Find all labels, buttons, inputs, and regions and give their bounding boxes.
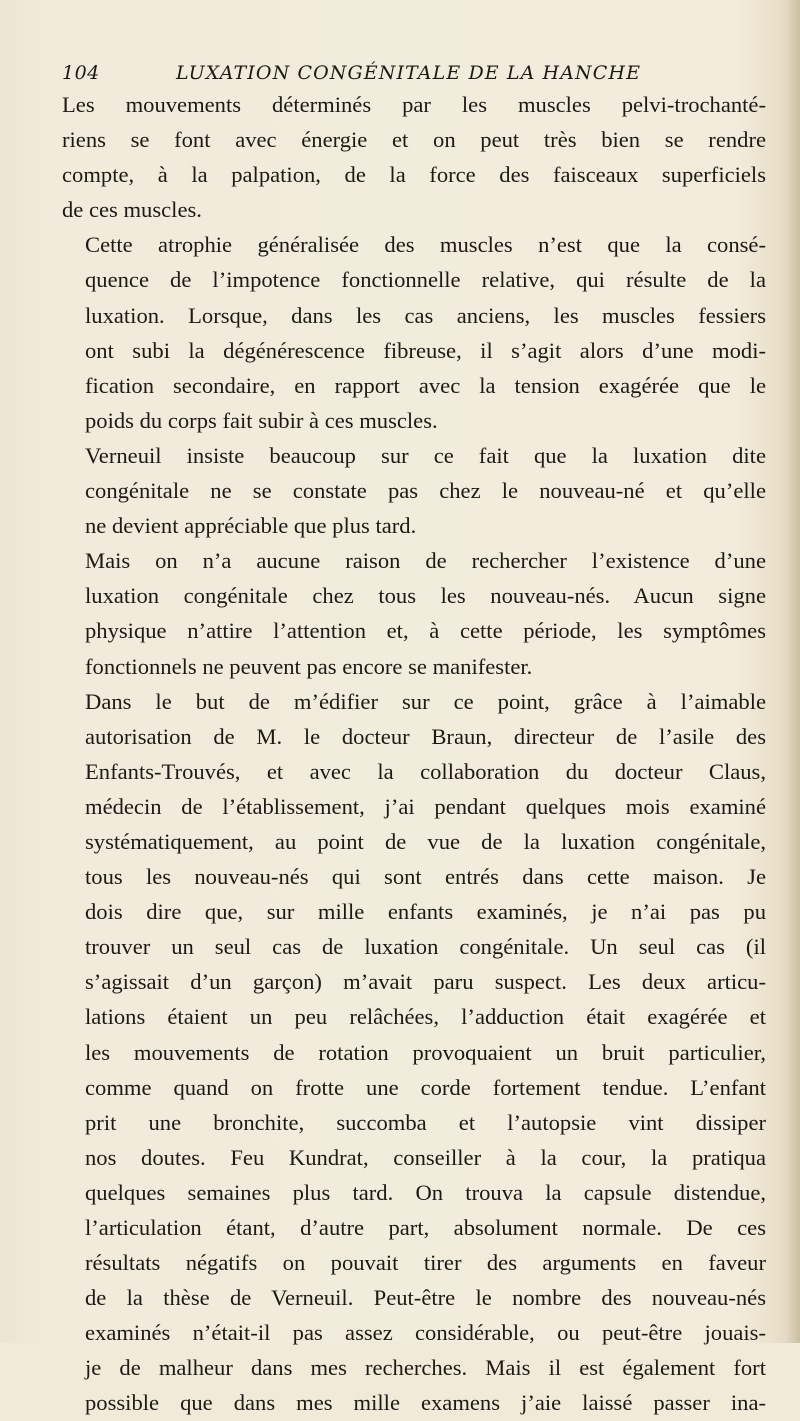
paragraph [62, 87, 766, 227]
text-line: Verneuil insiste beaucoup sur ce fait que la luxation dite [85, 442, 766, 468]
body-text [62, 87, 766, 1421]
text-line: de la thèse de Verneuil. Peut-être le nombre des nouveau-nés [85, 1285, 766, 1311]
paragraph [62, 543, 766, 683]
text-line: s’agissait d’un garçon) m’avait paru suspect. Les deux articu- [85, 969, 766, 995]
text-line: physique n’attire l’attention et, à cette période, les symptômes [85, 618, 766, 644]
text-line: poids du corps fait subir à ces muscles. [85, 407, 438, 433]
page-edge-shadow [786, 0, 800, 1343]
text-line: ont subi la dégénérescence fibreuse, il s’agit alors d’une modi- [85, 337, 766, 363]
text-line: quence de l’impotence fonctionnelle relative, qui résulte de la [85, 267, 766, 293]
text-line: possible que dans mes mille examens j’aie laissé passer ina- [85, 1390, 766, 1416]
text-line: examinés n’était-il pas assez considérable, ou peut-être jouais- [85, 1320, 766, 1346]
text-line: médecin de l’établissement, j’ai pendant quelques mois examiné [85, 793, 766, 819]
text-line: Cette atrophie généralisée des muscles n’est que la consé- [85, 232, 766, 258]
text-line: luxation. Lorsque, dans les cas anciens, les muscles fessiers [85, 302, 766, 328]
text-line: autorisation de M. le docteur Braun, directeur de l’asile des [85, 723, 766, 749]
text-line: fonctionnels ne peuvent pas encore se manifester. [85, 653, 533, 679]
paragraph [62, 684, 766, 1421]
text-line: dois dire que, sur mille enfants examinés, je n’ai pas pu [85, 899, 766, 925]
text-line: Mais on n’a aucune raison de rechercher l’existence d’une [85, 548, 766, 574]
text-line: comme quand on frotte une corde fortement tendue. L’enfant [85, 1074, 766, 1100]
text-line: trouver un seul cas de luxation congénitale. Un seul cas (il [85, 934, 766, 960]
text-line: luxation congénitale chez tous les nouveau-nés. Aucun signe [85, 583, 766, 609]
running-title: LUXATION CONGÉNITALE DE LA HANCHE [176, 62, 642, 84]
text-line: systématiquement, au point de vue de la luxation congénitale, [85, 828, 766, 854]
text-line: Enfants-Trouvés, et avec la collaboration du docteur Claus, [85, 758, 766, 784]
text-line: compte, à la palpation, de la force des faisceaux superficiels [62, 162, 766, 188]
text-line: fication secondaire, en rapport avec la tension exagérée que le [85, 372, 766, 398]
text-line: l’articulation étant, d’autre part, absolument normale. De ces [85, 1215, 766, 1240]
page-number: 104 [62, 62, 100, 84]
text-line: nos doutes. Feu Kundrat, conseiller à la cour, la pratiqua [85, 1144, 766, 1170]
text-line: lations étaient un peu relâchées, l’adduction était exagérée et [85, 1004, 766, 1030]
paragraph [62, 438, 766, 543]
text-line: ne devient appréciable que plus tard. [85, 513, 417, 539]
text-line: congénitale ne se constate pas chez le nouveau-né et qu’elle [85, 478, 766, 504]
text-line: prit une bronchite, succomba et l’autopsie vint dissiper [85, 1109, 766, 1135]
text-line: de ces muscles. [62, 197, 202, 223]
paragraph [62, 227, 766, 438]
text-line: Dans le but de m’édifier sur ce point, grâce à l’aimable [85, 688, 766, 714]
text-line: résultats négatifs on pouvait tirer des arguments en faveur [85, 1250, 766, 1276]
text-line: Les mouvements déterminés par les muscles pelvi-trochanté- [62, 92, 766, 117]
text-line: les mouvements de rotation provoquaient un bruit particulier, [85, 1039, 766, 1065]
text-line: quelques semaines plus tard. On trouva la capsule distendue, [85, 1179, 766, 1205]
text-line: riens se font avec énergie et on peut très bien se rendre [62, 127, 766, 153]
text-line: je de malheur dans mes recherches. Mais il est également fort [85, 1355, 766, 1381]
text-line: tous les nouveau-nés qui sont entrés dans cette maison. Je [85, 864, 766, 890]
